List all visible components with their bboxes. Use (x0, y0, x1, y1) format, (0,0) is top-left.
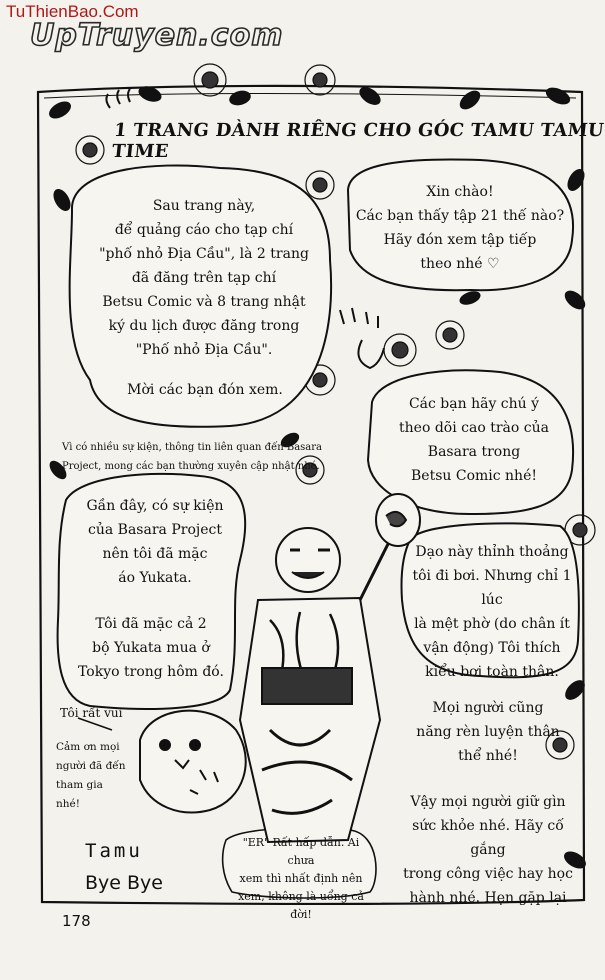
signature-bye: Bye Bye (85, 872, 163, 894)
thanks-note: Cảm ơn mọi người đã đến tham gia nhé! (56, 741, 126, 810)
page-title: 1 TRANG DÀNH RIÊNG CHO GÓC TAMU TAMU TIME (110, 120, 605, 162)
logo-watermark: UpTruyen.com (30, 18, 284, 53)
intro-text: Sau trang này, để quảng cáo cho tạp chí "phố nhỏ Địa Cầu", là 2 trang đã đăng trên tạp chí Betsu Comic và 8 trang nhật ký du lịch được đăng trong "Phố nhỏ Địa Cầu". (99, 198, 309, 358)
page-number: 178 (62, 912, 91, 930)
bird-creature-drawing (140, 711, 246, 813)
practice-note: Mọi người cũng năng rèn luyện thân thể nhé! (416, 700, 560, 764)
heart-doodle (358, 340, 384, 368)
swim-text: Dạo này thỉnh thoảng tôi đi bơi. Nhưng chỉ 1 lúc là mệt phờ (do chân ít vận động) Tôi thích kiểu bơi toàn thân. (412, 544, 572, 680)
er-text: "ER" Rất hấp dẫn. Ai chưa xem thì nhất định nên xem, không là uổng cả đời! (238, 836, 364, 921)
health-note: Vậy mọi người giữ gìn sức khỏe nhé. Hãy cố gắng trong công việc hay học hành nhé. Hẹn gặp lại (403, 794, 573, 906)
site-watermark: TuThienBao.Com (6, 2, 139, 21)
basara-text: Các bạn hãy chú ý theo dõi cao trào của Basara trong Betsu Comic nhé! (399, 396, 549, 484)
intro-closing-text: Mời các bạn đón xem. (127, 382, 283, 398)
signature-name: Tamu (85, 840, 143, 862)
yukata-text: Gần đây, có sự kiện của Basara Project nên tôi đã mặc áo Yukata. (86, 498, 224, 586)
yukata-second-text: Tôi đã mặc cả 2 bộ Yukata mua ở Tokyo trong hôm đó. (78, 616, 224, 680)
hello-text: Xin chào! Các bạn thấy tập 21 thế nào? Hãy đón xem tập tiếp theo nhé ♡ (355, 184, 565, 272)
project-note: Vì có nhiều sự kiện, thông tin liên quan đến Basara Project, mong các bạn thường xuyên cập nhật nhé. (62, 442, 322, 472)
tamu-character-drawing (240, 494, 420, 842)
happy-note: Tôi rất vui (60, 706, 123, 720)
